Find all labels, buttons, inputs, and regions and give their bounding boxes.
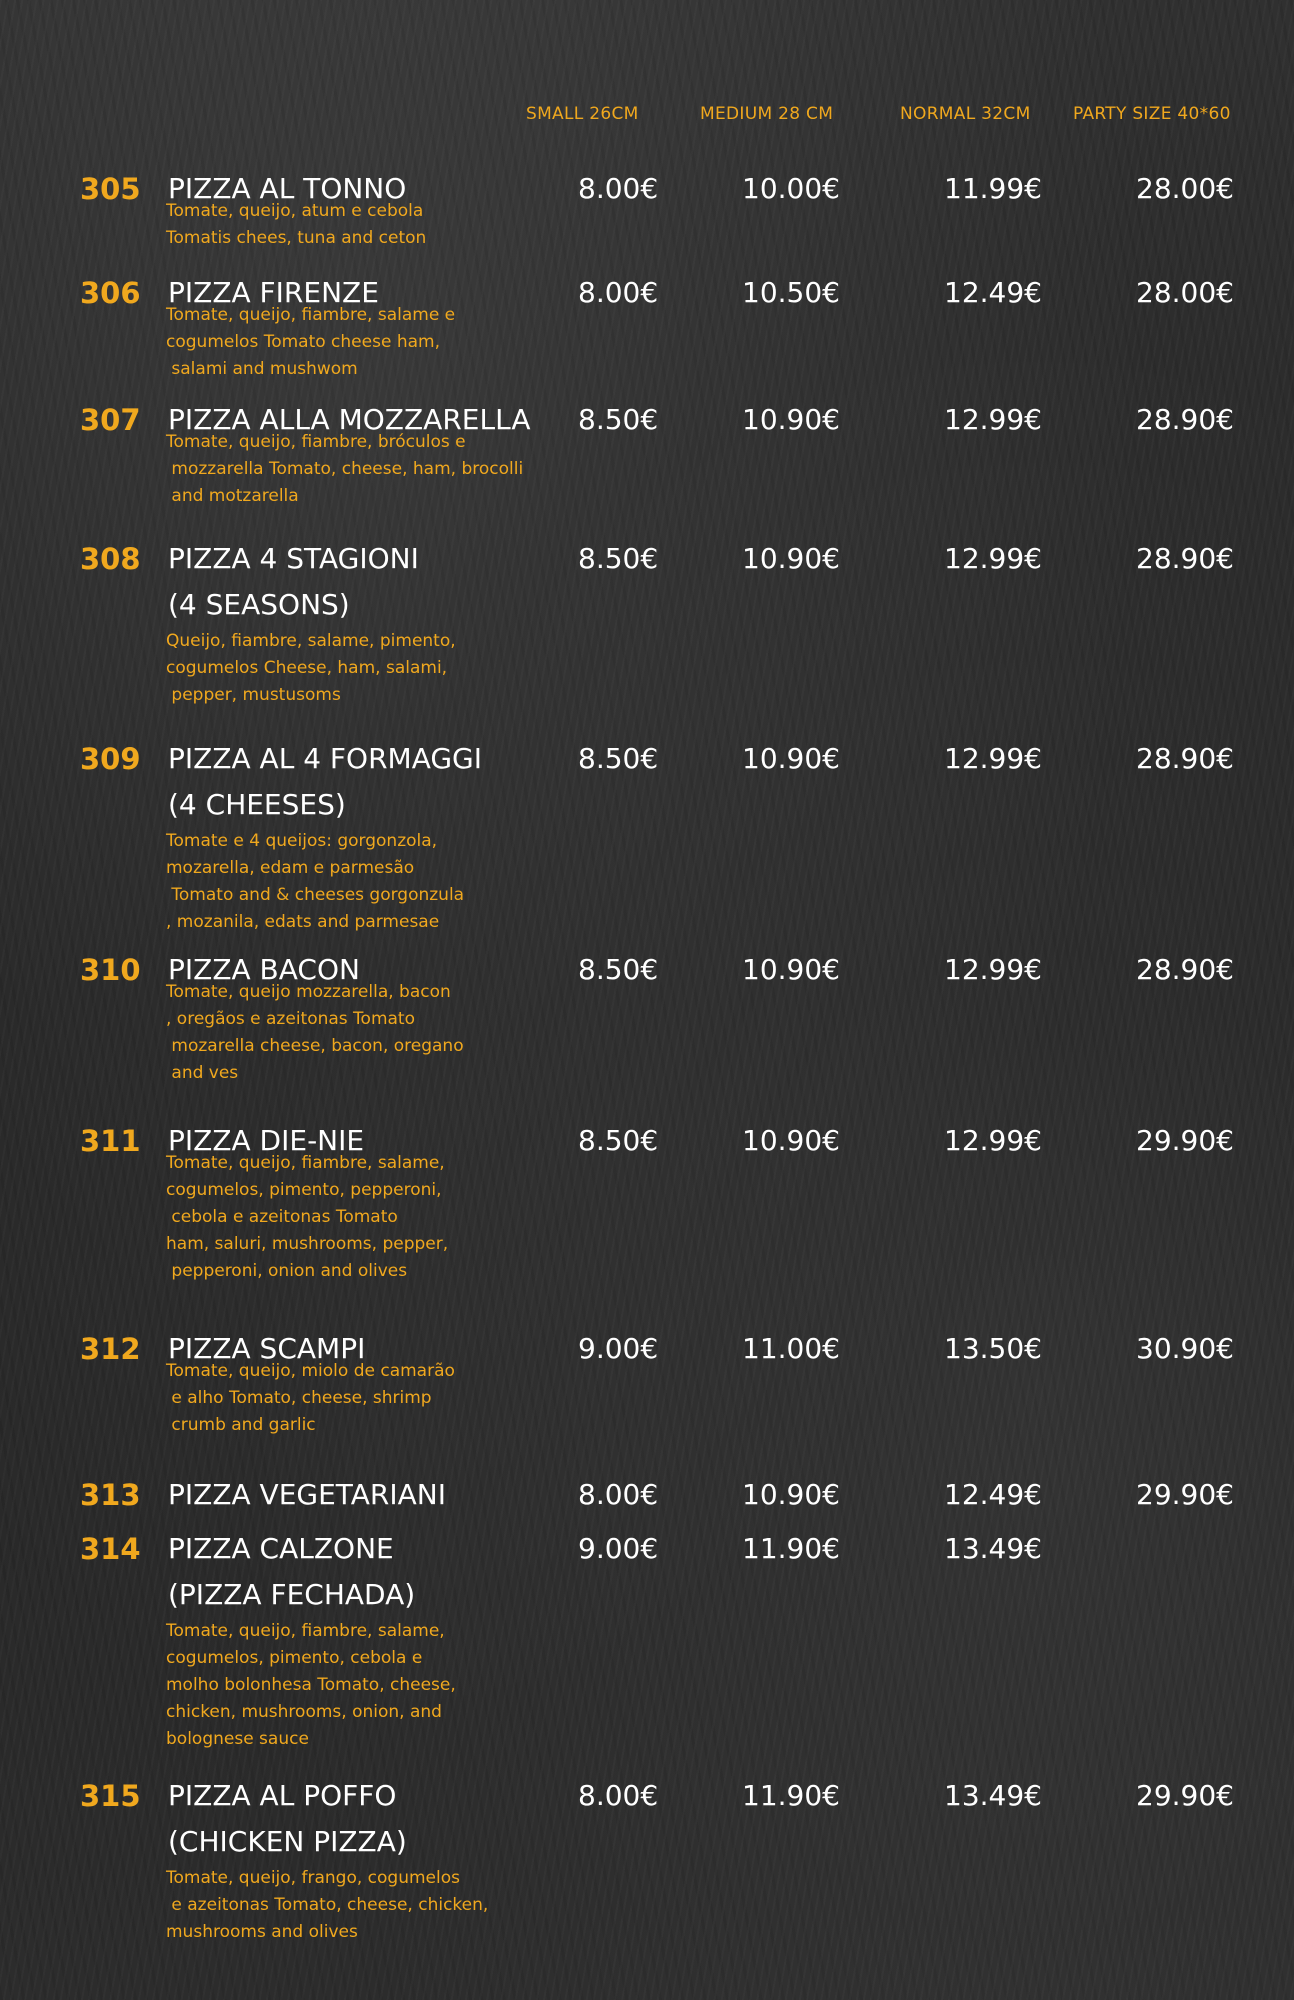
price-party: 28.00€ — [1136, 172, 1234, 205]
item-description: Tomate e 4 queijos: gorgonzola, mozarella, edam e parmesão Tomato and & cheeses gorgonzula , mozanila, edats and parmesae — [166, 831, 465, 932]
column-header-normal: NORMAL 32CM — [900, 104, 1031, 124]
item-number: 313 — [80, 1478, 141, 1512]
item-number: 307 — [80, 403, 141, 437]
price-medium: 10.90€ — [742, 953, 840, 986]
item-description: Tomate, queijo, miolo de camarão e alho Tomato, cheese, shrimp crumb and garlic — [166, 1361, 455, 1435]
item-description: Tomate, queijo, frango, cogumelos e azeitonas Tomato, cheese, chicken, mushrooms and olives — [166, 1868, 489, 1942]
item-description: Tomate, queijo, fiambre, salame, cogumelos, pimento, cebola e molho bolonhesa Tomato, cheese, chicken, mushrooms, onion, and bolognese sauce — [166, 1621, 456, 1749]
price-small: 8.00€ — [578, 1779, 659, 1812]
price-small: 8.50€ — [578, 953, 659, 986]
price-normal: 12.99€ — [944, 953, 1042, 986]
item-number: 310 — [80, 953, 141, 987]
price-normal: 12.49€ — [944, 276, 1042, 309]
item-name-line: (CHICKEN PIZZA) — [168, 1825, 407, 1858]
item-name-line: PIZZA 4 STAGIONI — [168, 542, 419, 575]
item-number: 308 — [80, 542, 141, 576]
item-description: Tomate, queijo, fiambre, bróculos e mozzarella Tomato, cheese, ham, brocolli and motzarella — [166, 432, 524, 506]
item-number: 305 — [80, 172, 141, 206]
item-description: Queijo, fiambre, salame, pimento, cogumelos Cheese, ham, salami, pepper, mustusoms — [166, 631, 456, 705]
price-normal: 12.49€ — [944, 1478, 1042, 1511]
price-party: 30.90€ — [1136, 1332, 1234, 1365]
price-small: 9.00€ — [578, 1332, 659, 1365]
price-small: 8.50€ — [578, 1124, 659, 1157]
price-medium: 11.90€ — [742, 1532, 840, 1565]
item-description: Tomate, queijo, atum e cebola Tomatis chees, tuna and ceton — [166, 201, 427, 248]
item-number: 314 — [80, 1532, 141, 1566]
item-number: 311 — [80, 1124, 141, 1158]
price-normal: 12.99€ — [944, 542, 1042, 575]
item-name-line: PIZZA CALZONE — [168, 1532, 394, 1565]
price-party: 29.90€ — [1136, 1478, 1234, 1511]
item-name-line: PIZZA AL TONNO — [168, 172, 407, 205]
price-party: 28.00€ — [1136, 276, 1234, 309]
item-number: 315 — [80, 1779, 141, 1813]
price-medium: 10.90€ — [742, 403, 840, 436]
price-small: 8.50€ — [578, 542, 659, 575]
price-normal: 12.99€ — [944, 742, 1042, 775]
item-description: Tomate, queijo mozzarella, bacon , oregãos e azeitonas Tomato mozarella cheese, bacon, oregano and ves — [166, 982, 464, 1083]
price-normal: 12.99€ — [944, 1124, 1042, 1157]
price-normal: 12.99€ — [944, 403, 1042, 436]
item-name — [168, 1526, 415, 1618]
item-description: Tomate, queijo, fiambre, salame, cogumelos, pimento, pepperoni, cebola e azeitonas Tomato ham, saluri, mushrooms, pepper, pepperoni, onion and olives — [166, 1153, 449, 1281]
item-name-line: (4 SEASONS) — [168, 588, 350, 621]
item-number: 306 — [80, 276, 141, 310]
price-medium: 10.90€ — [742, 1124, 840, 1157]
item-name-line: PIZZA DIE-NIE — [168, 1124, 365, 1157]
price-party: 29.90€ — [1136, 1779, 1234, 1812]
item-name — [168, 1472, 446, 1518]
column-header-medium: MEDIUM 28 CM — [700, 104, 834, 124]
item-name-line: PIZZA AL POFFO — [168, 1779, 397, 1812]
price-medium: 11.90€ — [742, 1779, 840, 1812]
item-name-line: PIZZA FIRENZE — [168, 276, 379, 309]
price-normal: 13.49€ — [944, 1532, 1042, 1565]
price-normal: 13.49€ — [944, 1779, 1042, 1812]
item-name — [168, 1773, 407, 1865]
item-name — [168, 736, 482, 828]
item-name-line: PIZZA AL 4 FORMAGGI — [168, 742, 483, 775]
price-party: 28.90€ — [1136, 742, 1234, 775]
price-medium: 10.50€ — [742, 276, 840, 309]
item-number: 309 — [80, 742, 141, 776]
price-small: 8.00€ — [578, 276, 659, 309]
item-name-line: PIZZA ALLA MOZZARELLA — [168, 403, 531, 436]
price-party: 28.90€ — [1136, 403, 1234, 436]
item-name — [168, 536, 419, 628]
price-medium: 10.90€ — [742, 1478, 840, 1511]
item-number: 312 — [80, 1332, 141, 1366]
price-medium: 11.00€ — [742, 1332, 840, 1365]
price-small: 8.00€ — [578, 172, 659, 205]
column-header-small: SMALL 26CM — [526, 104, 639, 124]
item-name-line: (4 CHEESES) — [168, 788, 346, 821]
price-small: 9.00€ — [578, 1532, 659, 1565]
item-name-line: (PIZZA FECHADA) — [168, 1578, 416, 1611]
price-party: 28.90€ — [1136, 953, 1234, 986]
item-name-line: PIZZA VEGETARIANI — [168, 1478, 446, 1511]
price-party: 29.90€ — [1136, 1124, 1234, 1157]
price-medium: 10.90€ — [742, 742, 840, 775]
price-small: 8.00€ — [578, 1478, 659, 1511]
price-small: 8.50€ — [578, 403, 659, 436]
column-header-party: PARTY SIZE 40*60 — [1073, 104, 1231, 124]
price-small: 8.50€ — [578, 742, 659, 775]
price-medium: 10.00€ — [742, 172, 840, 205]
price-medium: 10.90€ — [742, 542, 840, 575]
item-description: Tomate, queijo, fiambre, salame e cogumelos Tomato cheese ham, salami and mushwom — [166, 305, 456, 379]
price-normal: 11.99€ — [944, 172, 1042, 205]
item-name-line: PIZZA SCAMPI — [168, 1332, 366, 1365]
price-normal: 13.50€ — [944, 1332, 1042, 1365]
item-name-line: PIZZA BACON — [168, 953, 360, 986]
price-party: 28.90€ — [1136, 542, 1234, 575]
